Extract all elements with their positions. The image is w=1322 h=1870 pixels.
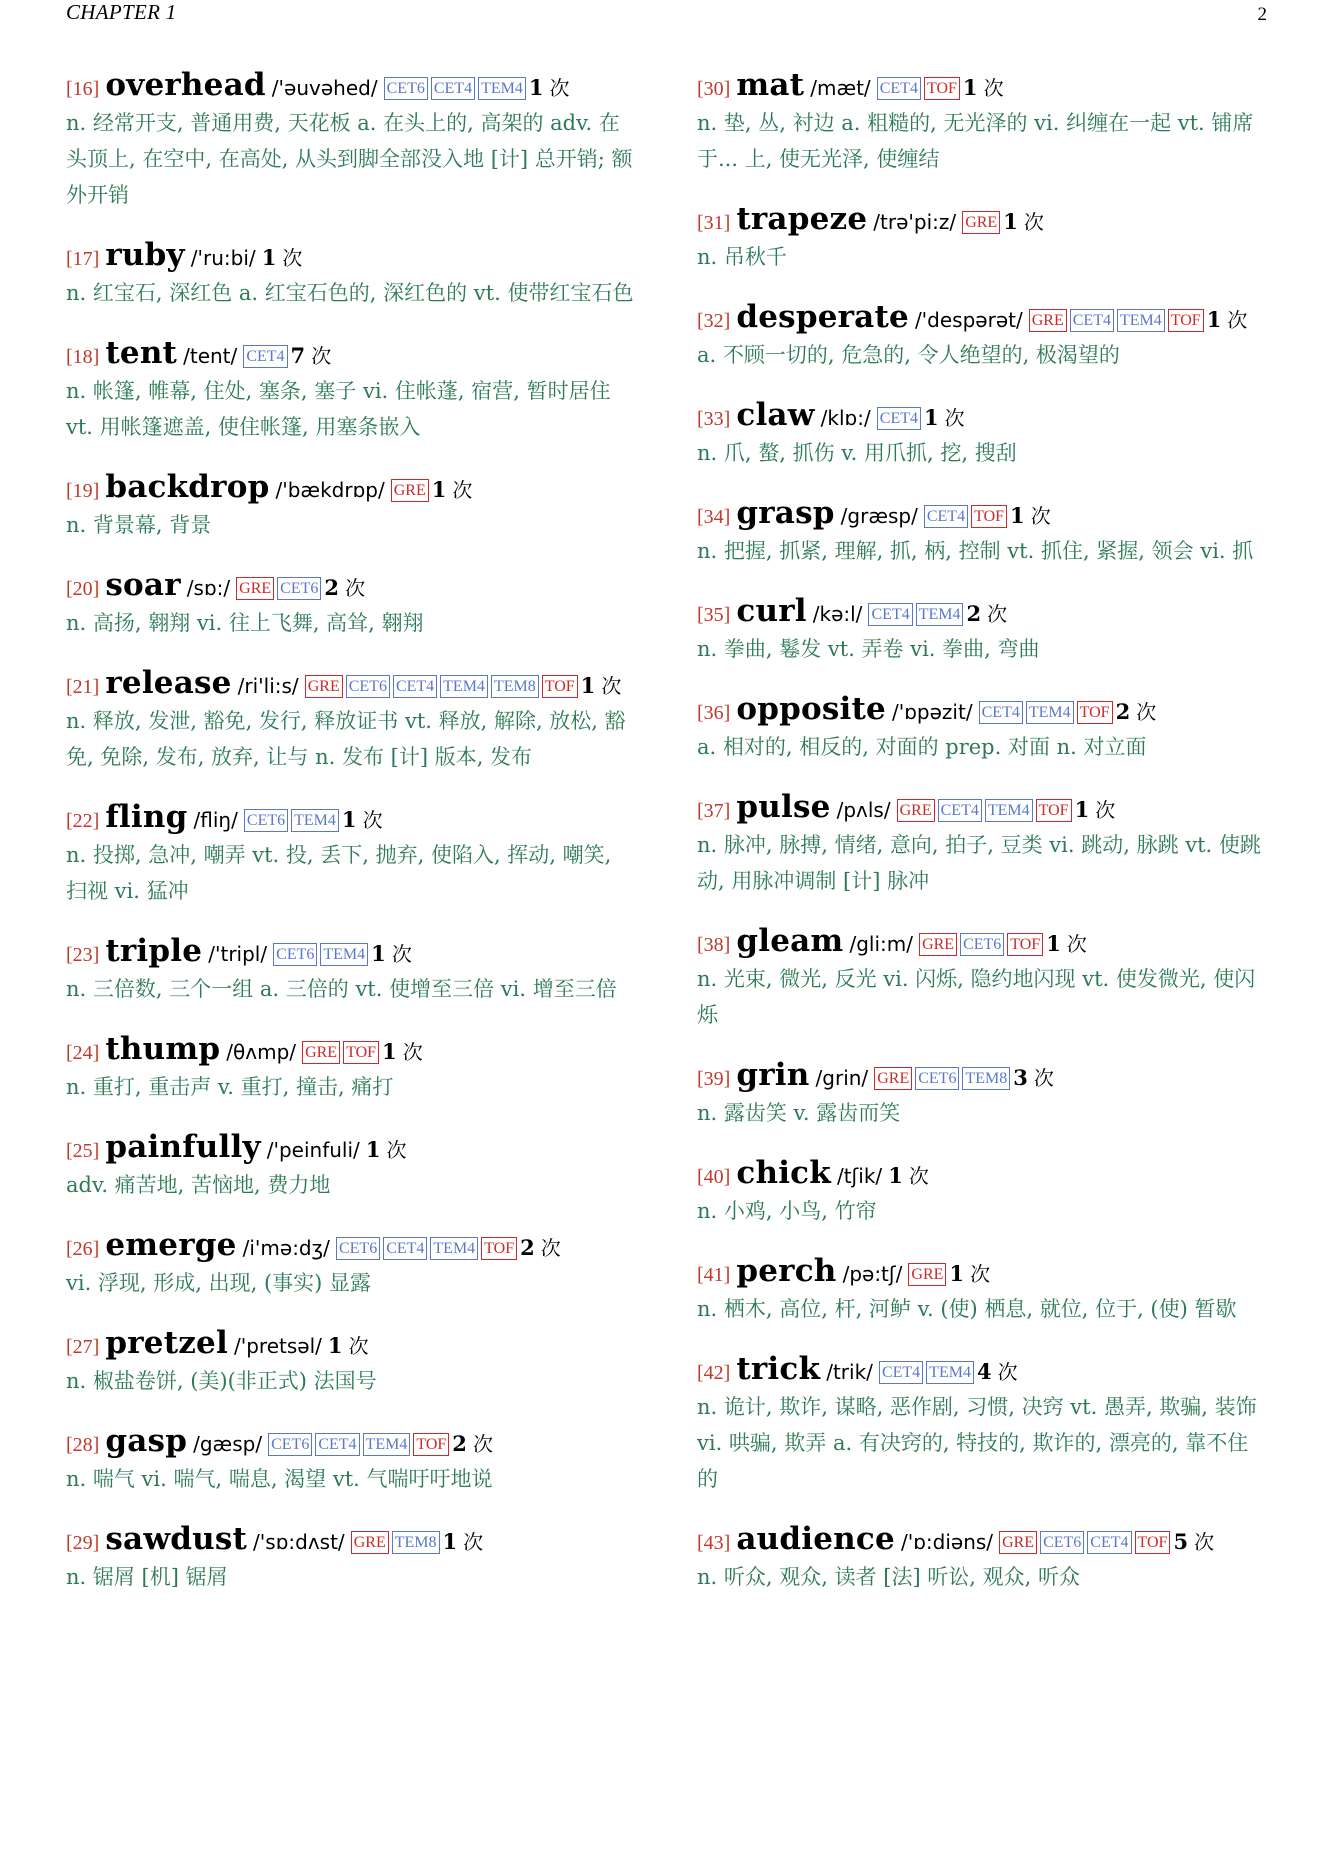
phonetic: /tʃik/ [836, 1164, 883, 1188]
phonetic: /'despərət/ [914, 308, 1023, 332]
phonetic: /trə'pi:z/ [873, 210, 957, 234]
occurrence-count: 1 [528, 75, 544, 100]
exam-tag: CET4 [1070, 309, 1114, 332]
exam-tag: CET4 [979, 701, 1023, 724]
vocab-entry [697, 593, 1267, 667]
exam-tag: CET6 [1040, 1531, 1084, 1554]
vocab-entry [66, 1423, 636, 1497]
headword: backdrop [105, 469, 270, 505]
definition: n. 释放, 发泄, 豁免, 发行, 释放证书 vt. 释放, 解除, 放松, 豁免, 免除, 发布, 放弃, 让与 n. 发布 [计] 版本, 发布 [66, 709, 626, 769]
phonetic: /'sɒ:dʌst/ [253, 1530, 345, 1554]
entry-number: [32] [697, 310, 731, 332]
headword-line [697, 1521, 1267, 1559]
headword-line [66, 1325, 636, 1363]
headword: grin [736, 1057, 810, 1093]
definition: n. 爪, 螯, 抓伤 v. 用爪抓, 挖, 搜刮 [697, 441, 1017, 465]
phonetic: /klɒ:/ [820, 406, 871, 430]
exam-tag: TEM4 [926, 1361, 974, 1384]
occurrence-count: 1 [1206, 307, 1222, 332]
phonetic: /trik/ [826, 1360, 873, 1384]
vocab-entry [697, 1155, 1267, 1229]
exam-tag: CET6 [273, 943, 317, 966]
exam-tag: TOF [1168, 309, 1204, 332]
phonetic: /'ru:bi/ [190, 246, 256, 270]
exam-tag: CET6 [915, 1067, 959, 1090]
phonetic: /'bækdrɒp/ [275, 478, 385, 502]
phonetic: /'pretsəl/ [233, 1334, 322, 1358]
entry-number: [40] [697, 1166, 731, 1188]
definition: adv. 痛苦地, 苦恼地, 费力地 [66, 1173, 331, 1197]
entry-number: [21] [66, 676, 100, 698]
headword-line [66, 933, 636, 971]
headword-line [697, 691, 1267, 729]
phonetic: /tent/ [183, 344, 238, 368]
exam-tag: TEM4 [916, 603, 964, 626]
definition: a. 相对的, 相反的, 对面的 prep. 对面 n. 对立面 [697, 735, 1147, 759]
headword-line [697, 1253, 1267, 1291]
count-unit: 次 [463, 1530, 484, 1554]
definition: a. 不顾一切的, 危急的, 令人绝望的, 极渴望的 [697, 343, 1120, 367]
count-unit: 次 [549, 76, 570, 100]
vocab-entry [66, 1031, 636, 1105]
phonetic: /'ɒ:diəns/ [900, 1530, 994, 1554]
exam-tag: GRE [391, 479, 429, 502]
vocab-entry [697, 397, 1267, 471]
occurrence-count: 5 [1173, 1529, 1189, 1554]
entry-number: [27] [66, 1336, 100, 1358]
exam-tag: TEM4 [1117, 309, 1165, 332]
definition: n. 红宝石, 深红色 a. 红宝石色的, 深红色的 vt. 使带红宝石色 [66, 281, 634, 305]
exam-tag: CET4 [924, 505, 968, 528]
count-unit: 次 [282, 246, 303, 270]
definition: vi. 浮现, 形成, 出现, (事实) 显露 [66, 1271, 372, 1295]
occurrence-count: 1 [365, 1137, 381, 1162]
headword: pulse [736, 789, 831, 825]
entry-number: [28] [66, 1434, 100, 1456]
occurrence-count: 1 [962, 75, 978, 100]
count-unit: 次 [402, 1040, 423, 1064]
definition: n. 重打, 重击声 v. 重打, 撞击, 痛打 [66, 1075, 394, 1099]
definition: n. 脉冲, 脉搏, 情绪, 意向, 拍子, 豆类 vi. 跳动, 脉跳 vt. 使跳动, 用脉冲调制 [计] 脉冲 [697, 833, 1261, 893]
vocab-entry [66, 335, 636, 445]
phonetic: /'əuvəhed/ [271, 76, 378, 100]
headword: sawdust [105, 1521, 247, 1557]
right-column [697, 67, 1267, 1622]
headword: audience [736, 1521, 895, 1557]
vocab-entry [66, 665, 636, 775]
headword-line [66, 1129, 636, 1167]
headword: chick [736, 1155, 831, 1191]
definition: n. 帐篷, 帷幕, 住处, 塞条, 塞子 vi. 住帐蓬, 宿营, 暂时居住 vt. 用帐篷遮盖, 使住帐篷, 用塞条嵌入 [66, 379, 611, 439]
vocab-entry [697, 1351, 1267, 1497]
headword: soar [105, 567, 181, 603]
headword-line [66, 237, 636, 275]
occurrence-count: 1 [949, 1261, 965, 1286]
phonetic: /i'mə:dʒ/ [242, 1236, 330, 1260]
exam-tag: CET4 [879, 1361, 923, 1384]
exam-tag: CET6 [960, 933, 1004, 956]
vocab-entry [697, 1057, 1267, 1131]
headword: trapeze [736, 201, 868, 237]
exam-tag: GRE [962, 211, 1000, 234]
exam-tag: TOF [971, 505, 1007, 528]
definition: n. 小鸡, 小鸟, 竹帘 [697, 1199, 877, 1223]
headword: grasp [736, 495, 835, 531]
definition: n. 高扬, 翱翔 vi. 往上飞舞, 高耸, 翱翔 [66, 611, 424, 635]
count-unit: 次 [970, 1262, 991, 1286]
headword: emerge [105, 1227, 237, 1263]
headword: pretzel [105, 1325, 228, 1361]
entry-number: [24] [66, 1042, 100, 1064]
occurrence-count: 1 [580, 673, 596, 698]
vocab-entry [697, 789, 1267, 899]
exam-tag: TEM4 [478, 77, 526, 100]
definition: n. 把握, 抓紧, 理解, 抓, 柄, 控制 vt. 抓住, 紧握, 领会 vi. 抓 [697, 539, 1254, 563]
exam-tag: TEM4 [430, 1237, 478, 1260]
exam-tag: TOF [481, 1237, 517, 1260]
phonetic: /sɒ:/ [186, 576, 231, 600]
page-header [0, 0, 1322, 30]
entry-number: [42] [697, 1362, 731, 1384]
exam-tag: CET4 [315, 1433, 359, 1456]
exam-tag: CET6 [336, 1237, 380, 1260]
exam-tag: GRE [919, 933, 957, 956]
headword: triple [105, 933, 203, 969]
count-unit: 次 [1033, 1066, 1054, 1090]
exam-tag: TEM8 [962, 1067, 1010, 1090]
vocab-entry [697, 201, 1267, 275]
headword-line [66, 665, 636, 703]
exam-tag: CET6 [268, 1433, 312, 1456]
headword-line [66, 799, 636, 837]
headword: tent [105, 335, 178, 371]
entry-number: [33] [697, 408, 731, 430]
occurrence-count: 1 [431, 477, 447, 502]
exam-tag: TOF [1007, 933, 1043, 956]
exam-tag: TOF [1135, 1531, 1171, 1554]
exam-tag: GRE [302, 1041, 340, 1064]
headword: curl [736, 593, 807, 629]
count-unit: 次 [348, 1334, 369, 1358]
entry-number: [16] [66, 78, 100, 100]
exam-tag: CET4 [383, 1237, 427, 1260]
headword-line [697, 495, 1267, 533]
phonetic: /kə:l/ [812, 602, 863, 626]
occurrence-count: 1 [1046, 931, 1061, 956]
exam-tag: CET4 [877, 407, 921, 430]
occurrence-count: 2 [520, 1235, 535, 1260]
vocab-entry [697, 1253, 1267, 1327]
entry-number: [17] [66, 248, 100, 270]
definition: n. 栖木, 高位, 杆, 河鲈 v. (使) 栖息, 就位, 位于, (使) 暂歇 [697, 1297, 1237, 1321]
count-unit: 次 [386, 1138, 407, 1162]
headword-line [66, 469, 636, 507]
count-unit: 次 [1066, 932, 1087, 956]
vocab-entry [697, 1521, 1267, 1595]
phonetic: /ri'li:s/ [237, 674, 299, 698]
exam-tag: GRE [999, 1531, 1037, 1554]
definition: n. 露齿笑 v. 露齿而笑 [697, 1101, 901, 1125]
definition: n. 听众, 观众, 读者 [法] 听讼, 观众, 听众 [697, 1565, 1081, 1589]
occurrence-count: 1 [371, 941, 386, 966]
occurrence-count: 3 [1013, 1065, 1028, 1090]
headword-line [697, 789, 1267, 827]
phonetic: /'peinfuli/ [266, 1138, 360, 1162]
exam-tag: TEM8 [491, 675, 539, 698]
headword-line [66, 1227, 636, 1265]
exam-tag: TEM4 [363, 1433, 411, 1456]
exam-tag: GRE [236, 577, 274, 600]
vocab-entry [66, 799, 636, 909]
headword-line [66, 1423, 636, 1461]
definition: n. 三倍数, 三个一组 a. 三倍的 vt. 使增至三倍 vi. 增至三倍 [66, 977, 617, 1001]
vocab-entry [697, 691, 1267, 765]
exam-tag: CET6 [277, 577, 321, 600]
exam-tag: CET6 [384, 77, 428, 100]
entry-number: [39] [697, 1068, 731, 1090]
headword: thump [105, 1031, 221, 1067]
entry-number: [34] [697, 506, 731, 528]
definition: n. 吊秋千 [697, 245, 787, 269]
headword: trick [736, 1351, 821, 1387]
left-column [66, 67, 636, 1622]
occurrence-count: 1 [327, 1333, 343, 1358]
exam-tag: CET4 [938, 799, 982, 822]
definition: n. 投掷, 急冲, 嘲弄 vt. 投, 丢下, 抛弃, 使陷入, 挥动, 嘲笑, 扫视 vi. 猛冲 [66, 843, 612, 903]
count-unit: 次 [452, 478, 473, 502]
headword-line [697, 1351, 1267, 1389]
phonetic: /θʌmp/ [226, 1040, 297, 1064]
definition: n. 喘气 vi. 喘气, 喘息, 渴望 vt. 气喘吁吁地说 [66, 1467, 493, 1491]
count-unit: 次 [601, 674, 622, 698]
occurrence-count: 2 [452, 1431, 467, 1456]
headword-line [697, 593, 1267, 631]
exam-tag: CET4 [393, 675, 437, 698]
count-unit: 次 [997, 1360, 1018, 1384]
vocab-entry [66, 567, 636, 641]
occurrence-count: 1 [1010, 503, 1025, 528]
exam-tag: TOF [343, 1041, 379, 1064]
exam-tag: GRE [305, 675, 343, 698]
count-unit: 次 [540, 1236, 561, 1260]
entry-number: [29] [66, 1532, 100, 1554]
occurrence-count: 1 [923, 405, 939, 430]
headword: mat [736, 67, 805, 103]
phonetic: /mæt/ [810, 76, 871, 100]
exam-tag: CET4 [243, 345, 287, 368]
headword-line [66, 567, 636, 605]
exam-tag: TOF [542, 675, 578, 698]
definition: n. 背景幕, 背景 [66, 513, 212, 537]
entry-number: [23] [66, 944, 100, 966]
entry-number: [30] [697, 78, 731, 100]
vocab-entry [66, 67, 636, 213]
entry-number: [19] [66, 480, 100, 502]
headword: fling [105, 799, 188, 835]
count-unit: 次 [345, 576, 366, 600]
vocab-entry [66, 1521, 636, 1595]
count-unit: 次 [1136, 700, 1157, 724]
exam-tag: TOF [1077, 701, 1113, 724]
count-unit: 次 [472, 1432, 493, 1456]
vocab-entry [697, 299, 1267, 373]
definition: n. 经常开支, 普通用费, 天花板 a. 在头上的, 高架的 adv. 在头顶上, 在空中, 在高处, 从头到脚全部没入地 [计] 总开销; 额外开销 [66, 111, 633, 207]
entry-number: [41] [697, 1264, 731, 1286]
phonetic: /fliŋ/ [193, 808, 238, 832]
exam-tag: GRE [897, 799, 935, 822]
phonetic: /pʌls/ [836, 798, 891, 822]
exam-tag: CET4 [877, 77, 921, 100]
entry-number: [36] [697, 702, 731, 724]
vocab-entry [697, 67, 1267, 177]
occurrence-count: 1 [341, 807, 357, 832]
headword-line [697, 201, 1267, 239]
count-unit: 次 [1023, 210, 1044, 234]
exam-tag: GRE [351, 1531, 389, 1554]
exam-tag: GRE [874, 1067, 912, 1090]
vocab-entry [66, 933, 636, 1007]
entry-number: [31] [697, 212, 731, 234]
vocab-entry [66, 1129, 636, 1203]
headword-line [697, 923, 1267, 961]
count-unit: 次 [987, 602, 1008, 626]
headword: gleam [736, 923, 844, 959]
definition: n. 诡计, 欺诈, 谋略, 恶作剧, 习惯, 决窍 vt. 愚弄, 欺骗, 装饰 vi. 哄骗, 欺弄 a. 有决窍的, 特技的, 欺诈的, 漂亮的, 靠不住的 [697, 1395, 1257, 1491]
count-unit: 次 [1194, 1530, 1215, 1554]
phonetic: /gæsp/ [193, 1432, 263, 1456]
headword: painfully [105, 1129, 261, 1165]
exam-tag: TEM8 [392, 1531, 440, 1554]
headword-line [697, 1057, 1267, 1095]
headword: desperate [736, 299, 909, 335]
exam-tag: TEM4 [985, 799, 1033, 822]
headword: release [105, 665, 232, 701]
definition: n. 光束, 微光, 反光 vi. 闪烁, 隐约地闪现 vt. 使发微光, 使闪烁 [697, 967, 1256, 1027]
exam-tag: TEM4 [440, 675, 488, 698]
entry-number: [43] [697, 1532, 731, 1554]
vocab-entry [66, 237, 636, 311]
exam-tag: CET4 [1087, 1531, 1131, 1554]
headword-line [66, 335, 636, 373]
exam-tag: GRE [908, 1263, 946, 1286]
occurrence-count: 1 [1003, 209, 1018, 234]
headword: claw [736, 397, 815, 433]
occurrence-count: 7 [290, 343, 306, 368]
exam-tag: CET6 [346, 675, 390, 698]
occurrence-count: 1 [888, 1163, 903, 1188]
headword-line [66, 67, 636, 105]
vocab-entry [697, 495, 1267, 569]
headword-line [697, 299, 1267, 337]
occurrence-count: 2 [324, 575, 340, 600]
count-unit: 次 [944, 406, 965, 430]
occurrence-count: 4 [976, 1359, 992, 1384]
entry-number: [20] [66, 578, 100, 600]
count-unit: 次 [1095, 798, 1116, 822]
exam-tag: TEM4 [291, 809, 339, 832]
definition: n. 拳曲, 鬈发 vt. 弄卷 vi. 拳曲, 弯曲 [697, 637, 1040, 661]
occurrence-count: 2 [1115, 699, 1131, 724]
count-unit: 次 [391, 942, 412, 966]
headword: perch [736, 1253, 837, 1289]
vocab-entry [66, 469, 636, 543]
headword: opposite [736, 691, 886, 727]
entry-number: [35] [697, 604, 731, 626]
page-number: 2 [1257, 4, 1267, 25]
vocab-entry [66, 1325, 636, 1399]
phonetic: /gli:m/ [849, 932, 914, 956]
phonetic: /pə:tʃ/ [842, 1262, 903, 1286]
headword-line [66, 1521, 636, 1559]
entry-number: [38] [697, 934, 731, 956]
count-unit: 次 [983, 76, 1004, 100]
entry-number: [18] [66, 346, 100, 368]
headword-line [697, 1155, 1267, 1193]
exam-tag: TEM4 [1026, 701, 1074, 724]
phonetic: /'ɒpəzit/ [892, 700, 973, 724]
exam-tag: TOF [1036, 799, 1072, 822]
phonetic: /'tripl/ [208, 942, 268, 966]
count-unit: 次 [311, 344, 332, 368]
exam-tag: TOF [413, 1433, 449, 1456]
count-unit: 次 [362, 808, 383, 832]
entry-number: [22] [66, 810, 100, 832]
vocab-entry [66, 1227, 636, 1301]
occurrence-count: 2 [966, 601, 982, 626]
phonetic: /græsp/ [840, 504, 918, 528]
exam-tag: CET6 [244, 809, 288, 832]
headword: overhead [105, 67, 266, 103]
exam-tag: GRE [1029, 309, 1067, 332]
headword-line [697, 67, 1267, 105]
count-unit: 次 [908, 1164, 929, 1188]
headword: gasp [105, 1423, 188, 1459]
definition: n. 垫, 丛, 衬边 a. 粗糙的, 无光泽的 vi. 纠缠在一起 vt. 铺席于... 上, 使无光泽, 使缠结 [697, 111, 1254, 171]
count-unit: 次 [1030, 504, 1051, 528]
headword: ruby [105, 237, 185, 273]
exam-tag: TOF [924, 77, 960, 100]
entry-number: [37] [697, 800, 731, 822]
exam-tag: CET4 [868, 603, 912, 626]
occurrence-count: 1 [382, 1039, 397, 1064]
chapter-title: CHAPTER 1 [66, 0, 177, 24]
occurrence-count: 1 [442, 1529, 458, 1554]
exam-tag: TEM4 [320, 943, 368, 966]
entry-number: [26] [66, 1238, 100, 1260]
headword-line [66, 1031, 636, 1069]
vocab-entry [697, 923, 1267, 1033]
occurrence-count: 1 [1074, 797, 1090, 822]
occurrence-count: 1 [261, 245, 277, 270]
definition: n. 椒盐卷饼, (美)(非正式) 法国号 [66, 1369, 377, 1393]
phonetic: /grin/ [815, 1066, 869, 1090]
count-unit: 次 [1227, 308, 1248, 332]
exam-tag: CET4 [431, 77, 475, 100]
definition: n. 锯屑 [机] 锯屑 [66, 1565, 228, 1589]
headword-line [697, 397, 1267, 435]
entry-number: [25] [66, 1140, 100, 1162]
